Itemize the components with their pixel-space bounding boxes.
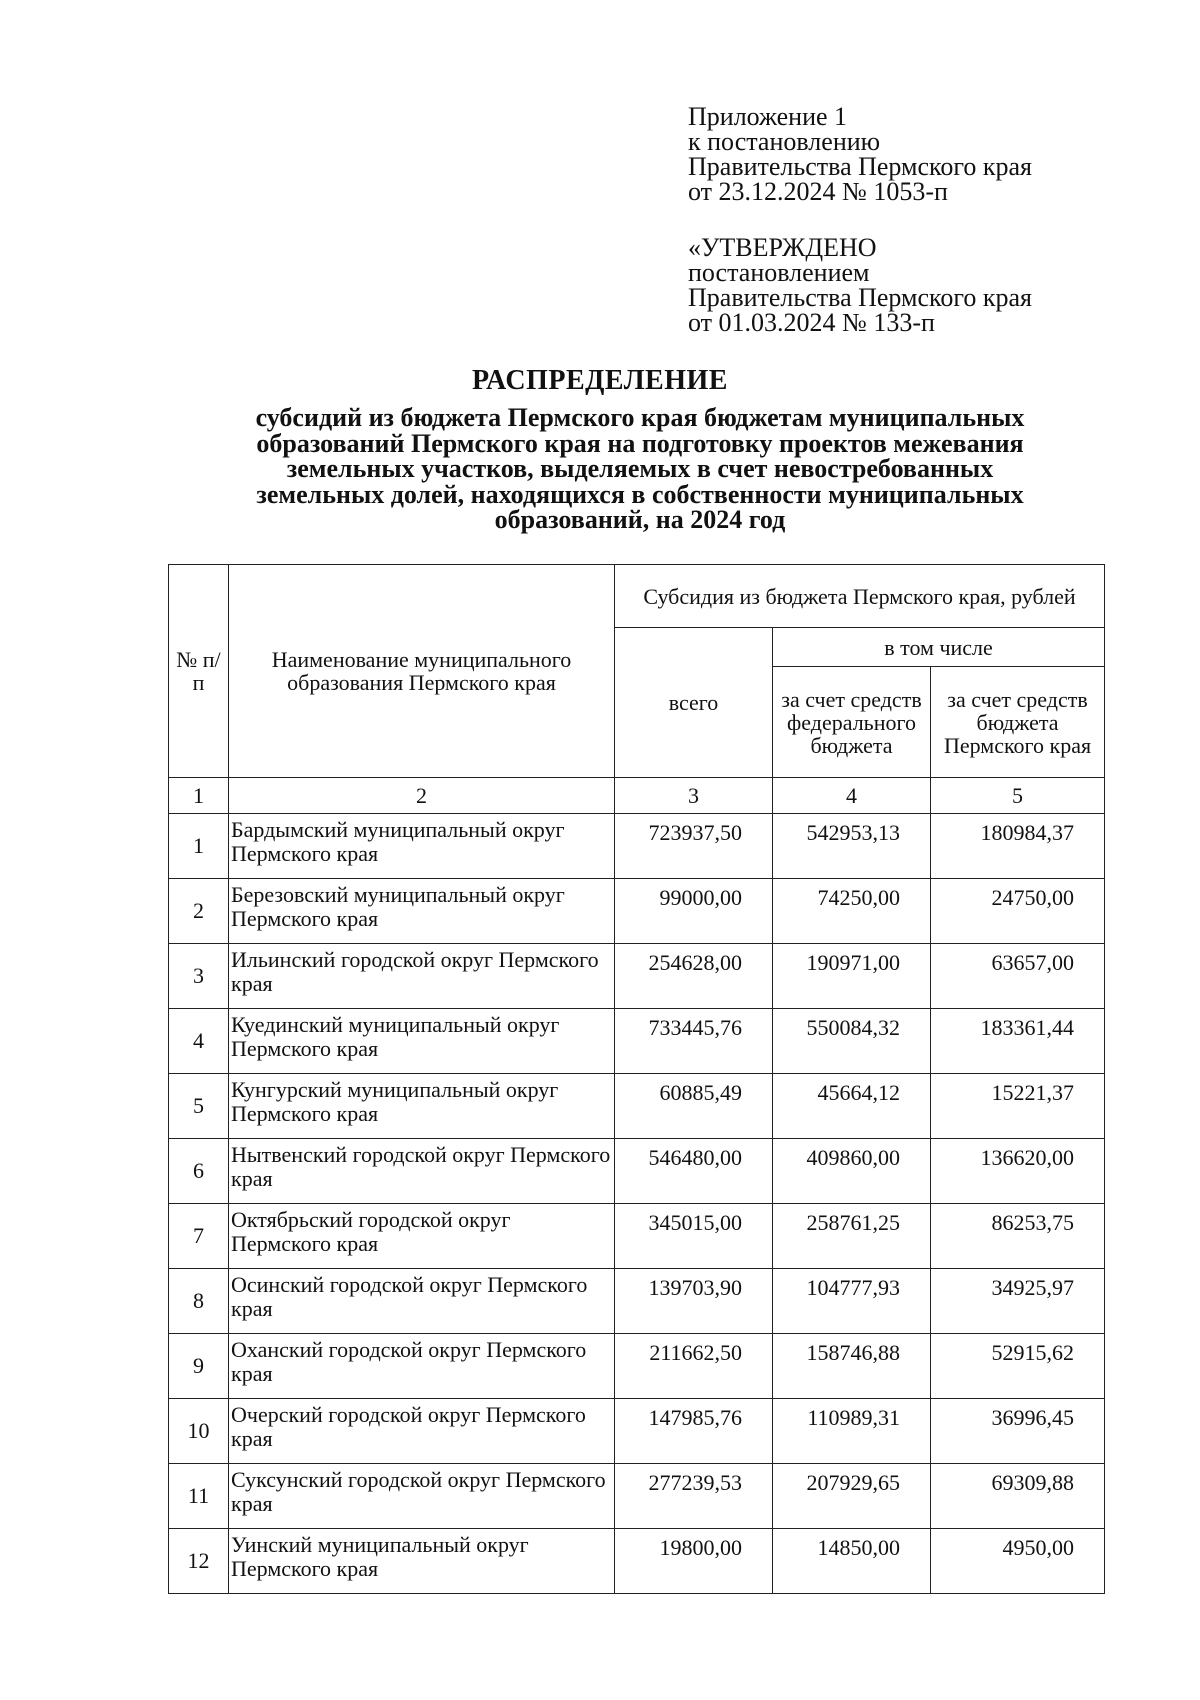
municipality-name: Очерский городской округ Пермского края [229, 1399, 615, 1464]
table-row [169, 1269, 1105, 1334]
federal-amount: 409860,00 [773, 1139, 931, 1204]
document-title: РАСПРЕДЕЛЕНИЕ [472, 365, 728, 396]
table-row [169, 1334, 1105, 1399]
header-regional: за счет средств бюджета Пермского края [931, 667, 1105, 778]
total-amount: 546480,00 [615, 1139, 773, 1204]
municipality-name: Березовский муниципальный округ Пермского края [229, 879, 615, 944]
total-amount: 19800,00 [615, 1529, 773, 1594]
total-amount: 345015,00 [615, 1204, 773, 1269]
appendix-line: от 23.12.2024 № 1053-п [688, 177, 948, 206]
approved-line: от 01.03.2024 № 133-п [688, 308, 935, 337]
table-row [169, 1074, 1105, 1139]
subtitle-line: субсидий из бюджета Пермского края бюджетам муниципальных [255, 403, 1025, 432]
total-amount: 211662,50 [615, 1334, 773, 1399]
header-num: № п/п [169, 565, 229, 778]
municipality-name: Кунгурский муниципальный округ Пермского края [229, 1074, 615, 1139]
regional-amount: 34925,97 [931, 1269, 1105, 1334]
federal-amount: 104777,93 [773, 1269, 931, 1334]
total-amount: 723937,50 [615, 814, 773, 879]
header-total: всего [615, 628, 773, 778]
federal-amount: 542953,13 [773, 814, 931, 879]
subtitle-line: образований, на 2024 год [494, 505, 786, 534]
subtitle-line: земельных долей, находящихся в собственности муниципальных [256, 479, 1024, 509]
federal-amount: 550084,32 [773, 1009, 931, 1074]
federal-amount: 45664,12 [773, 1074, 931, 1139]
total-amount: 60885,49 [615, 1074, 773, 1139]
row-number: 5 [169, 1074, 229, 1139]
table-row [169, 879, 1105, 944]
row-number: 6 [169, 1139, 229, 1204]
municipality-name: Бардымский муниципальный округ Пермского края [229, 814, 615, 879]
municipality-name: Октябрьский городской округ Пермского края [229, 1204, 615, 1269]
total-amount: 147985,76 [615, 1399, 773, 1464]
row-number: 9 [169, 1334, 229, 1399]
row-number: 2 [169, 879, 229, 944]
regional-amount: 86253,75 [931, 1204, 1105, 1269]
municipality-name: Уинский муниципальный округ Пермского края [229, 1529, 615, 1594]
row-number: 7 [169, 1204, 229, 1269]
federal-amount: 190971,00 [773, 944, 931, 1009]
table-row [169, 944, 1105, 1009]
municipality-name: Суксунский городской округ Пермского края [229, 1464, 615, 1529]
appendix-line: Приложение 1 [688, 102, 848, 131]
column-number: 3 [615, 778, 773, 814]
row-number: 1 [169, 814, 229, 879]
regional-amount: 52915,62 [931, 1334, 1105, 1399]
approved-block [688, 235, 1168, 335]
regional-amount: 63657,00 [931, 944, 1105, 1009]
column-number: 2 [229, 778, 615, 814]
regional-amount: 180984,37 [931, 814, 1105, 879]
total-amount: 254628,00 [615, 944, 773, 1009]
regional-amount: 4950,00 [931, 1529, 1105, 1594]
appendix-line: к постановлению [688, 127, 881, 156]
table-row [169, 1529, 1105, 1594]
regional-amount: 183361,44 [931, 1009, 1105, 1074]
federal-amount: 14850,00 [773, 1529, 931, 1594]
total-amount: 139703,90 [615, 1269, 773, 1334]
approved-line: Правительства Пермского края [688, 283, 1032, 312]
appendix-block [688, 104, 1168, 204]
regional-amount: 69309,88 [931, 1464, 1105, 1529]
table-row [169, 1399, 1105, 1464]
approved-line: постановлением [688, 258, 870, 287]
subtitle-line: образований Пермского края на подготовку проектов межевания [256, 428, 1024, 458]
subsidy-table [168, 564, 1105, 1594]
regional-amount: 36996,45 [931, 1399, 1105, 1464]
row-number: 10 [169, 1399, 229, 1464]
column-number: 1 [169, 778, 229, 814]
header-name: Наименование муниципального образования Пермского края [229, 565, 615, 778]
municipality-name: Нытвенский городской округ Пермского края [229, 1139, 615, 1204]
table-row [169, 1009, 1105, 1074]
municipality-name: Ильинский городской округ Пермского края [229, 944, 615, 1009]
municipality-name: Куединский муниципальный округ Пермского края [229, 1009, 615, 1074]
federal-amount: 258761,25 [773, 1204, 931, 1269]
row-number: 3 [169, 944, 229, 1009]
federal-amount: 207929,65 [773, 1464, 931, 1529]
municipality-name: Оханский городской округ Пермского края [229, 1334, 615, 1399]
table-row [169, 814, 1105, 879]
table-row [169, 1464, 1105, 1529]
appendix-line: Правительства Пермского края [688, 152, 1032, 181]
total-amount: 277239,53 [615, 1464, 773, 1529]
subtitle-line: земельных участков, выделяемых в счет невостребованных [286, 454, 994, 483]
total-amount: 733445,76 [615, 1009, 773, 1074]
municipality-name: Осинский городской округ Пермского края [229, 1269, 615, 1334]
table-row [169, 1139, 1105, 1204]
header-including: в том числе [773, 628, 1105, 667]
row-number: 8 [169, 1269, 229, 1334]
federal-amount: 110989,31 [773, 1399, 931, 1464]
total-amount: 99000,00 [615, 879, 773, 944]
row-number: 4 [169, 1009, 229, 1074]
approved-line: «УТВЕРЖДЕНО [688, 233, 877, 262]
header-subsidy: Субсидия из бюджета Пермского края, рублей [615, 565, 1105, 628]
regional-amount: 15221,37 [931, 1074, 1105, 1139]
federal-amount: 74250,00 [773, 879, 931, 944]
row-number: 11 [169, 1464, 229, 1529]
regional-amount: 24750,00 [931, 879, 1105, 944]
table-row [169, 1204, 1105, 1269]
column-number: 5 [931, 778, 1105, 814]
header-federal: за счет средств федерального бюджета [773, 667, 931, 778]
federal-amount: 158746,88 [773, 1334, 931, 1399]
column-number: 4 [773, 778, 931, 814]
row-number: 12 [169, 1529, 229, 1594]
document-subtitle [200, 405, 1080, 533]
regional-amount: 136620,00 [931, 1139, 1105, 1204]
